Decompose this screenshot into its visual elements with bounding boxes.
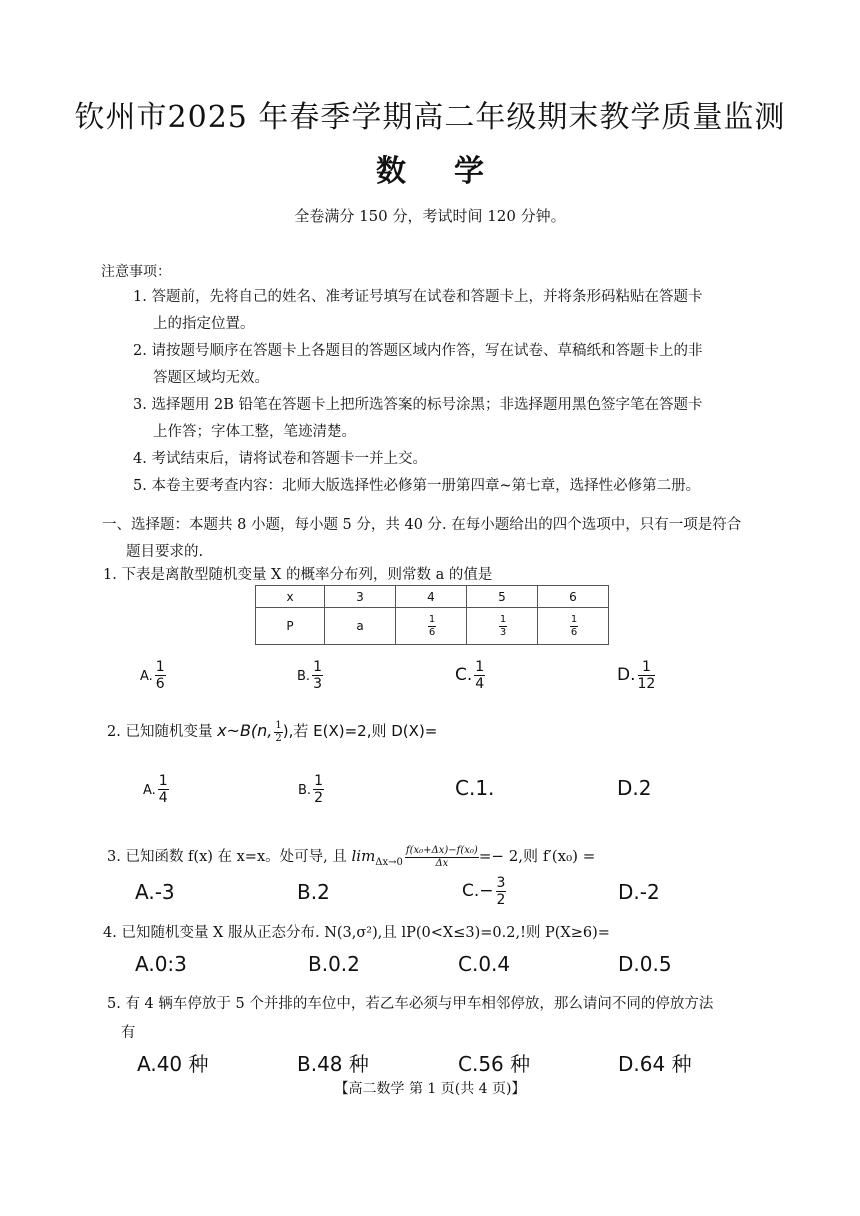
section-line: 题目要求的.: [126, 544, 204, 560]
notice-list: [133, 284, 763, 500]
q4-option-d: D.0.5: [618, 952, 672, 976]
q5-option-b: B.48 种: [297, 1052, 369, 1076]
table-cell: a: [325, 608, 396, 645]
q2-option-c: C.1.: [455, 776, 495, 800]
table-cell: 6: [538, 586, 609, 608]
notice-item: [133, 338, 763, 392]
subject-title: 数学: [376, 154, 532, 189]
fraction: $\frac{1}{6}$: [428, 613, 436, 638]
table-cell: 5: [467, 586, 538, 608]
notice-item-cont: 答题区域均无效。: [153, 370, 269, 386]
section-heading: [102, 512, 767, 566]
exam-title: 钦州市2025 年春季学期高二年级期末教学质量监测: [74, 100, 786, 135]
q2-option-b: B. $\frac{1}{2}$: [298, 773, 323, 806]
notice-item-text: 5. 本卷主要考查内容：北师大版选择性必修第一册第四章~第七章，选择性必修第二册。: [133, 478, 701, 494]
q5-option-a: A.40 种: [137, 1052, 209, 1076]
q1-stem: 1. 下表是离散型随机变量 X 的概率分布列，则常数 a 的值是: [103, 567, 493, 583]
table-cell: P: [256, 608, 325, 645]
q1-option-a: A. $\frac{1}{6}$: [140, 659, 165, 692]
q4-option-c: C.0.4: [458, 952, 511, 976]
q3-option-c: C.− $\frac{3}{2}$: [462, 875, 506, 908]
notice-item: [133, 446, 763, 473]
q4-stem: 4. 已知随机变量 X 服从正态分布. N(3,σ²),且 lP(0<X≤3)=0.2,!则 P(X≥6)=: [103, 925, 610, 941]
table-cell: 4: [396, 586, 467, 608]
fraction: $\frac{1}{6}$: [570, 613, 578, 638]
notice-item-text: 2. 请按题号顺序在答题卡上各题目的答题区域内作答，写在试卷、草稿纸和答题卡上的非: [133, 343, 703, 359]
q1-option-b: B. $\frac{1}{3}$: [297, 659, 322, 692]
distribution-table: [255, 585, 609, 645]
notice-item-cont: 上作答；字体工整，笔迹清楚。: [153, 424, 356, 440]
notice-item-cont: 上的指定位置。: [153, 316, 255, 332]
q5-option-c: C.56 种: [458, 1052, 531, 1076]
q4-option-b: B.0.2: [308, 952, 360, 976]
notice-item: [133, 473, 763, 500]
table-cell: [538, 608, 609, 645]
notice-heading: 注意事项：: [101, 264, 171, 280]
table-cell: [396, 608, 467, 645]
notice-item-text: 4. 考试结束后，请将试卷和答题卡一并上交。: [133, 451, 427, 467]
q1-option-c: C. $\frac{1}{4}$: [455, 659, 485, 692]
page-footer: 【高二数学 第 1 页(共 4 页)】: [334, 1081, 526, 1097]
q3-stem: 3. 已知函数 f(x) 在 x=x。处可导, 且 $\lim_{\Delta x\to 0}$ $\frac{\text{f(x₀+Δx)−f(x₀)}}{\Delta x}$ =− 2,则 f′(x₀) =: [107, 844, 596, 869]
fraction: $\frac{1}{3}$: [499, 613, 507, 638]
table-cell: x: [256, 586, 325, 608]
q4-option-a: A.0:3: [135, 952, 187, 976]
fraction: $\frac{\text{f(x₀+Δx)−f(x₀)}}{\Delta x}$: [405, 844, 478, 869]
q2-option-d: D.2: [617, 776, 652, 800]
table-cell: [467, 608, 538, 645]
q3-option-d: D.-2: [618, 880, 660, 904]
notice-item: [133, 392, 763, 446]
table-cell: 3: [325, 586, 396, 608]
q3-option-a: A.-3: [135, 880, 175, 904]
q5-stem: 5. 有 4 辆车停放于 5 个并排的车位中，若乙车必须与甲车相邻停放，那么请问不同的停放方法 有: [107, 996, 714, 1041]
section-line: 一、选择题：本题共 8 小题，每小题 5 分，共 40 分. 在每小题给出的四个选项中，只有一项是符合: [102, 517, 742, 533]
q2-stem: 2. 已知随机变量 x~B(n, $\frac{1}{2}$ ),若 E(X)=2,则 D(X)=: [107, 719, 438, 744]
score-info: 全卷满分 150 分，考试时间 120 分钟。: [294, 207, 566, 225]
q3-option-b: B.2: [297, 880, 330, 904]
q2-option-a: A. $\frac{1}{4}$: [143, 773, 168, 806]
notice-item-text: 3. 选择题用 2B 铅笔在答题卡上把所选答案的标号涂黑；非选择题用黑色签字笔在答题卡: [133, 397, 703, 413]
q1-option-d: D. $\frac{1}{12}$: [617, 659, 656, 692]
notice-item: [133, 284, 763, 338]
notice-item-text: 1. 答题前，先将自己的姓名、准考证号填写在试卷和答题卡上，并将条形码粘贴在答题卡: [133, 289, 703, 305]
fraction: $\frac{1}{2}$: [275, 719, 282, 744]
q5-option-d: D.64 种: [618, 1052, 692, 1076]
